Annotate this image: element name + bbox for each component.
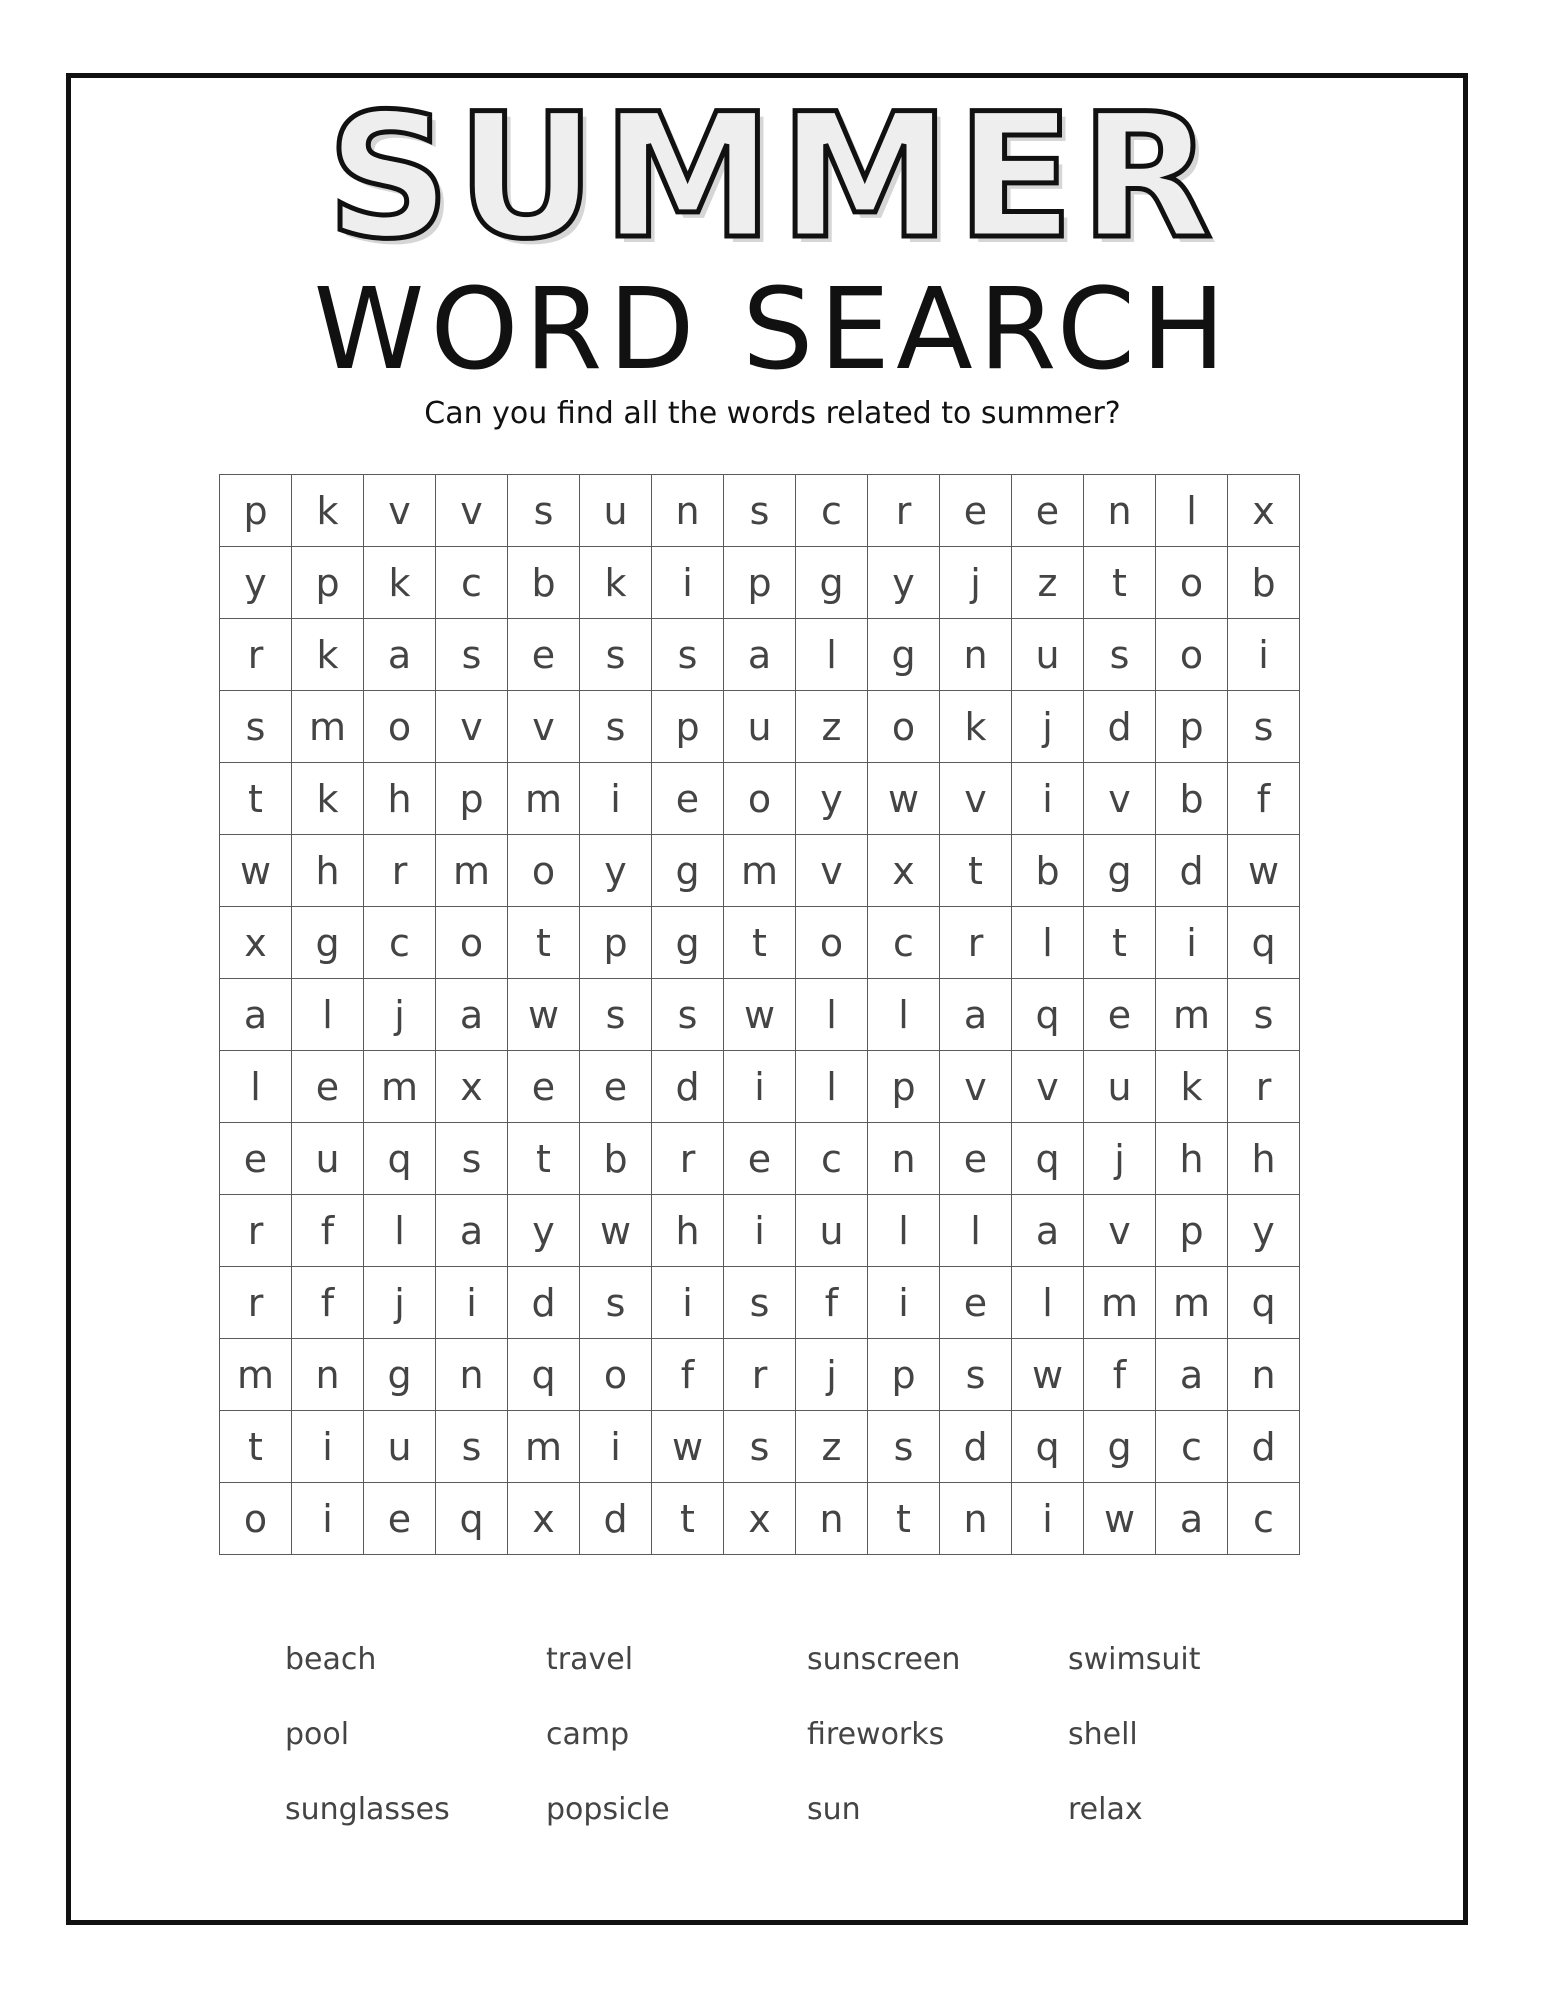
grid-cell[interactable]: v — [940, 1051, 1012, 1123]
grid-cell[interactable]: n — [652, 475, 724, 547]
grid-row — [220, 475, 1300, 547]
grid-cell[interactable]: e — [940, 1267, 1012, 1339]
word-list-item: sunscreen — [807, 1642, 961, 1677]
grid-cell[interactable]: i — [1228, 619, 1300, 691]
grid-cell[interactable]: z — [796, 691, 868, 763]
grid-row — [220, 547, 1300, 619]
grid-cell[interactable]: i — [652, 1267, 724, 1339]
grid-cell[interactable]: n — [868, 1123, 940, 1195]
grid-cell[interactable]: m — [364, 1051, 436, 1123]
grid-cell[interactable]: s — [724, 1267, 796, 1339]
grid-cell[interactable]: j — [1084, 1123, 1156, 1195]
grid-cell[interactable]: c — [436, 547, 508, 619]
grid-cell[interactable]: q — [364, 1123, 436, 1195]
grid-cell[interactable]: o — [796, 907, 868, 979]
grid-cell[interactable]: j — [364, 1267, 436, 1339]
grid-cell[interactable]: l — [220, 1051, 292, 1123]
grid-cell[interactable]: c — [1228, 1483, 1300, 1555]
grid-cell[interactable]: n — [1228, 1339, 1300, 1411]
grid-cell[interactable]: a — [724, 619, 796, 691]
grid-cell[interactable]: s — [1228, 691, 1300, 763]
grid-cell[interactable]: k — [580, 547, 652, 619]
grid-cell[interactable]: i — [868, 1267, 940, 1339]
grid-cell[interactable]: x — [508, 1483, 580, 1555]
grid-cell[interactable]: e — [652, 763, 724, 835]
grid-cell[interactable]: k — [292, 475, 364, 547]
grid-cell[interactable]: l — [292, 979, 364, 1051]
grid-cell[interactable]: v — [436, 691, 508, 763]
grid-cell[interactable]: c — [868, 907, 940, 979]
grid-cell[interactable]: y — [796, 763, 868, 835]
word-list-item: swimsuit — [1068, 1642, 1201, 1677]
grid-cell[interactable]: t — [724, 907, 796, 979]
grid-cell[interactable]: d — [508, 1267, 580, 1339]
grid-cell[interactable]: v — [1084, 1195, 1156, 1267]
grid-cell[interactable]: w — [652, 1411, 724, 1483]
grid-cell[interactable]: v — [796, 835, 868, 907]
word-list-item: travel — [546, 1642, 634, 1677]
grid-cell[interactable]: m — [436, 835, 508, 907]
grid-cell[interactable]: m — [1084, 1267, 1156, 1339]
grid-cell[interactable]: e — [220, 1123, 292, 1195]
grid-cell[interactable]: g — [1084, 1411, 1156, 1483]
grid-cell[interactable]: l — [796, 979, 868, 1051]
grid-cell[interactable]: o — [436, 907, 508, 979]
grid-cell[interactable]: c — [364, 907, 436, 979]
grid-cell[interactable]: m — [1156, 1267, 1228, 1339]
grid-cell[interactable]: w — [1228, 835, 1300, 907]
grid-cell[interactable]: g — [652, 907, 724, 979]
grid-cell[interactable]: v — [1084, 763, 1156, 835]
grid-cell[interactable]: m — [1156, 979, 1228, 1051]
grid-cell[interactable]: i — [292, 1411, 364, 1483]
word-list-item: beach — [285, 1642, 377, 1677]
grid-cell[interactable]: k — [940, 691, 1012, 763]
grid-cell[interactable]: r — [220, 619, 292, 691]
grid-cell[interactable]: p — [436, 763, 508, 835]
grid-cell[interactable]: e — [940, 1123, 1012, 1195]
grid-cell[interactable]: s — [652, 619, 724, 691]
grid-row — [220, 691, 1300, 763]
grid-row — [220, 763, 1300, 835]
word-list — [285, 1640, 1325, 1865]
grid-cell[interactable]: p — [1156, 1195, 1228, 1267]
grid-cell[interactable]: d — [1156, 835, 1228, 907]
grid-cell[interactable]: v — [508, 691, 580, 763]
grid-cell[interactable]: i — [652, 547, 724, 619]
grid-cell[interactable]: r — [1228, 1051, 1300, 1123]
grid-row — [220, 979, 1300, 1051]
grid-cell[interactable]: m — [508, 763, 580, 835]
grid-cell[interactable]: s — [220, 691, 292, 763]
grid-cell[interactable]: o — [1156, 547, 1228, 619]
grid-cell[interactable]: e — [580, 1051, 652, 1123]
grid-cell[interactable]: i — [1012, 1483, 1084, 1555]
grid-cell[interactable]: q — [436, 1483, 508, 1555]
grid-row — [220, 1267, 1300, 1339]
grid-cell[interactable]: c — [796, 1123, 868, 1195]
grid-cell[interactable]: d — [1084, 691, 1156, 763]
grid-row — [220, 1123, 1300, 1195]
grid-cell[interactable]: f — [652, 1339, 724, 1411]
grid-row — [220, 1339, 1300, 1411]
grid-cell[interactable]: s — [1084, 619, 1156, 691]
grid-cell[interactable]: j — [940, 547, 1012, 619]
grid-cell[interactable]: p — [220, 475, 292, 547]
grid-cell[interactable]: s — [580, 979, 652, 1051]
grid-cell[interactable]: l — [1012, 1267, 1084, 1339]
grid-cell[interactable]: i — [724, 1195, 796, 1267]
grid-cell[interactable]: n — [940, 1483, 1012, 1555]
grid-cell[interactable]: p — [724, 547, 796, 619]
grid-cell[interactable]: h — [652, 1195, 724, 1267]
grid-cell[interactable]: o — [580, 1339, 652, 1411]
grid-cell[interactable]: s — [652, 979, 724, 1051]
grid-row — [220, 835, 1300, 907]
grid-row — [220, 1483, 1300, 1555]
grid-cell[interactable]: t — [1084, 907, 1156, 979]
grid-cell[interactable]: n — [292, 1339, 364, 1411]
grid-cell[interactable]: i — [724, 1051, 796, 1123]
grid-cell[interactable]: p — [868, 1339, 940, 1411]
grid-row — [220, 907, 1300, 979]
grid-cell[interactable]: y — [508, 1195, 580, 1267]
grid-cell[interactable]: s — [940, 1339, 1012, 1411]
grid-cell[interactable]: s — [1228, 979, 1300, 1051]
grid-cell[interactable]: r — [652, 1123, 724, 1195]
grid-cell[interactable]: g — [652, 835, 724, 907]
grid-cell[interactable]: j — [364, 979, 436, 1051]
grid-cell[interactable]: l — [868, 979, 940, 1051]
grid-cell[interactable]: y — [580, 835, 652, 907]
grid-cell[interactable]: w — [1012, 1339, 1084, 1411]
grid-cell[interactable]: i — [292, 1483, 364, 1555]
grid-cell[interactable]: r — [868, 475, 940, 547]
grid-cell[interactable]: x — [868, 835, 940, 907]
grid-cell[interactable]: e — [292, 1051, 364, 1123]
grid-cell[interactable]: t — [1084, 547, 1156, 619]
grid-cell[interactable]: e — [364, 1483, 436, 1555]
grid-cell[interactable]: s — [580, 691, 652, 763]
grid-cell[interactable]: b — [1156, 763, 1228, 835]
grid-cell[interactable]: t — [940, 835, 1012, 907]
grid-cell[interactable]: p — [1156, 691, 1228, 763]
grid-cell[interactable]: s — [724, 475, 796, 547]
grid-cell[interactable]: m — [292, 691, 364, 763]
grid-cell[interactable]: t — [220, 763, 292, 835]
grid-cell[interactable]: g — [868, 619, 940, 691]
grid-cell[interactable]: b — [1012, 835, 1084, 907]
grid-cell[interactable]: f — [1228, 763, 1300, 835]
grid-cell[interactable]: y — [868, 547, 940, 619]
grid-cell[interactable]: j — [1012, 691, 1084, 763]
grid-cell[interactable]: s — [508, 475, 580, 547]
grid-cell[interactable]: x — [1228, 475, 1300, 547]
grid-cell[interactable]: x — [220, 907, 292, 979]
grid-cell[interactable]: h — [292, 835, 364, 907]
grid-cell[interactable]: l — [796, 1051, 868, 1123]
grid-cell[interactable]: z — [1012, 547, 1084, 619]
grid-cell[interactable]: v — [436, 475, 508, 547]
grid-cell[interactable]: e — [508, 1051, 580, 1123]
grid-cell[interactable]: i — [436, 1267, 508, 1339]
grid-row — [220, 619, 1300, 691]
grid-cell[interactable]: g — [1084, 835, 1156, 907]
grid-cell[interactable]: x — [436, 1051, 508, 1123]
grid-cell[interactable]: l — [868, 1195, 940, 1267]
word-search-grid — [219, 474, 1300, 1555]
grid-cell[interactable]: r — [940, 907, 1012, 979]
grid-cell[interactable]: a — [220, 979, 292, 1051]
grid-cell[interactable]: f — [796, 1267, 868, 1339]
grid-cell[interactable]: p — [292, 547, 364, 619]
grid-cell[interactable]: l — [364, 1195, 436, 1267]
grid-cell[interactable]: i — [1156, 907, 1228, 979]
grid-cell[interactable]: n — [796, 1483, 868, 1555]
grid-cell[interactable]: r — [724, 1339, 796, 1411]
grid-cell[interactable]: t — [652, 1483, 724, 1555]
grid-cell[interactable]: o — [1156, 619, 1228, 691]
grid-cell[interactable]: s — [436, 1411, 508, 1483]
grid-row — [220, 1411, 1300, 1483]
grid-cell[interactable]: t — [508, 907, 580, 979]
grid-cell[interactable]: a — [940, 979, 1012, 1051]
grid-cell[interactable]: p — [652, 691, 724, 763]
grid-cell[interactable]: b — [580, 1123, 652, 1195]
grid-cell[interactable]: a — [436, 979, 508, 1051]
grid-cell[interactable]: w — [508, 979, 580, 1051]
grid-cell[interactable]: w — [220, 835, 292, 907]
grid-cell[interactable]: x — [724, 1483, 796, 1555]
grid-cell[interactable]: q — [1012, 979, 1084, 1051]
grid-cell[interactable]: o — [868, 691, 940, 763]
grid-cell[interactable]: u — [292, 1123, 364, 1195]
grid-cell[interactable]: l — [940, 1195, 1012, 1267]
grid-cell[interactable]: u — [724, 691, 796, 763]
grid-cell[interactable]: s — [436, 1123, 508, 1195]
grid-cell[interactable]: d — [1228, 1411, 1300, 1483]
grid-cell[interactable]: u — [796, 1195, 868, 1267]
grid-cell[interactable]: w — [1084, 1483, 1156, 1555]
grid-cell[interactable]: b — [508, 547, 580, 619]
grid-cell[interactable]: d — [940, 1411, 1012, 1483]
grid-cell[interactable]: e — [940, 475, 1012, 547]
grid-cell[interactable]: e — [1012, 475, 1084, 547]
grid-cell[interactable]: j — [796, 1339, 868, 1411]
grid-cell[interactable]: v — [940, 763, 1012, 835]
instructions-text: Can you find all the words related to summer? — [424, 396, 1121, 431]
grid-cell[interactable]: k — [292, 619, 364, 691]
grid-cell[interactable]: g — [796, 547, 868, 619]
grid-cell[interactable]: q — [1228, 1267, 1300, 1339]
grid-cell[interactable]: q — [508, 1339, 580, 1411]
grid-cell[interactable]: t — [220, 1411, 292, 1483]
grid-cell[interactable]: s — [436, 619, 508, 691]
word-list-item: pool — [285, 1717, 350, 1752]
grid-row — [220, 1195, 1300, 1267]
grid-cell[interactable]: k — [1156, 1051, 1228, 1123]
grid-cell[interactable]: o — [364, 691, 436, 763]
grid-cell[interactable]: c — [1156, 1411, 1228, 1483]
grid-cell[interactable]: a — [1156, 1339, 1228, 1411]
grid-cell[interactable]: y — [220, 547, 292, 619]
grid-cell[interactable]: e — [724, 1123, 796, 1195]
grid-cell[interactable]: e — [508, 619, 580, 691]
grid-cell[interactable]: o — [508, 835, 580, 907]
grid-cell[interactable]: e — [1084, 979, 1156, 1051]
grid-cell[interactable]: g — [364, 1339, 436, 1411]
grid-cell[interactable]: r — [220, 1195, 292, 1267]
grid-cell[interactable]: d — [652, 1051, 724, 1123]
grid-cell[interactable]: c — [796, 475, 868, 547]
grid-cell[interactable]: u — [1084, 1051, 1156, 1123]
page-title: SUMMER — [326, 76, 1219, 277]
page-subtitle-heading: WORD SEARCH — [313, 265, 1232, 395]
grid-cell[interactable]: l — [796, 619, 868, 691]
grid-cell[interactable]: i — [580, 1411, 652, 1483]
grid-cell[interactable]: p — [868, 1051, 940, 1123]
grid-cell[interactable]: b — [1228, 547, 1300, 619]
word-list-item: sunglasses — [285, 1792, 450, 1827]
grid-cell[interactable]: r — [364, 835, 436, 907]
grid-cell[interactable]: m — [508, 1411, 580, 1483]
word-list-item: sun — [807, 1792, 861, 1827]
grid-cell[interactable]: h — [1228, 1123, 1300, 1195]
grid-cell[interactable]: s — [580, 1267, 652, 1339]
grid-cell[interactable]: u — [1012, 619, 1084, 691]
grid-cell[interactable]: t — [868, 1483, 940, 1555]
grid-cell[interactable]: u — [364, 1411, 436, 1483]
word-list-item: shell — [1068, 1717, 1138, 1752]
grid-cell[interactable]: o — [724, 763, 796, 835]
grid-cell[interactable]: n — [1084, 475, 1156, 547]
word-list-item: camp — [546, 1717, 630, 1752]
grid-cell[interactable]: f — [292, 1195, 364, 1267]
grid-cell[interactable]: m — [724, 835, 796, 907]
grid-cell[interactable]: a — [1156, 1483, 1228, 1555]
word-list-item: relax — [1068, 1792, 1143, 1827]
grid-cell[interactable]: a — [436, 1195, 508, 1267]
grid-cell[interactable]: n — [436, 1339, 508, 1411]
grid-cell[interactable]: a — [364, 619, 436, 691]
grid-cell[interactable]: v — [1012, 1051, 1084, 1123]
grid-cell[interactable]: s — [724, 1411, 796, 1483]
grid-cell[interactable]: d — [580, 1483, 652, 1555]
grid-cell[interactable]: s — [868, 1411, 940, 1483]
grid-cell[interactable]: i — [580, 763, 652, 835]
grid-cell[interactable]: k — [364, 547, 436, 619]
grid-cell[interactable]: o — [220, 1483, 292, 1555]
grid-cell[interactable]: r — [220, 1267, 292, 1339]
grid-cell[interactable]: q — [1012, 1411, 1084, 1483]
grid-cell[interactable]: q — [1228, 907, 1300, 979]
grid-cell[interactable]: l — [1012, 907, 1084, 979]
grid-cell[interactable]: y — [1228, 1195, 1300, 1267]
grid-cell[interactable]: v — [364, 475, 436, 547]
grid-cell[interactable]: s — [580, 619, 652, 691]
word-list-item: fireworks — [807, 1717, 945, 1752]
grid-row — [220, 1051, 1300, 1123]
grid-cell[interactable]: i — [1012, 763, 1084, 835]
grid-cell[interactable]: l — [1156, 475, 1228, 547]
grid-cell[interactable]: t — [508, 1123, 580, 1195]
grid-cell[interactable]: p — [580, 907, 652, 979]
grid-cell[interactable]: m — [220, 1339, 292, 1411]
grid-cell[interactable]: a — [1012, 1195, 1084, 1267]
grid-cell[interactable]: f — [1084, 1339, 1156, 1411]
grid-cell[interactable]: g — [292, 907, 364, 979]
grid-cell[interactable]: q — [1012, 1123, 1084, 1195]
grid-cell[interactable]: h — [1156, 1123, 1228, 1195]
grid-cell[interactable]: k — [292, 763, 364, 835]
grid-cell[interactable]: z — [796, 1411, 868, 1483]
grid-cell[interactable]: w — [580, 1195, 652, 1267]
grid-cell[interactable]: h — [364, 763, 436, 835]
grid-cell[interactable]: u — [580, 475, 652, 547]
grid-cell[interactable]: w — [868, 763, 940, 835]
grid-cell[interactable]: n — [940, 619, 1012, 691]
grid-cell[interactable]: w — [724, 979, 796, 1051]
word-list-item: popsicle — [546, 1792, 670, 1827]
grid-cell[interactable]: f — [292, 1267, 364, 1339]
